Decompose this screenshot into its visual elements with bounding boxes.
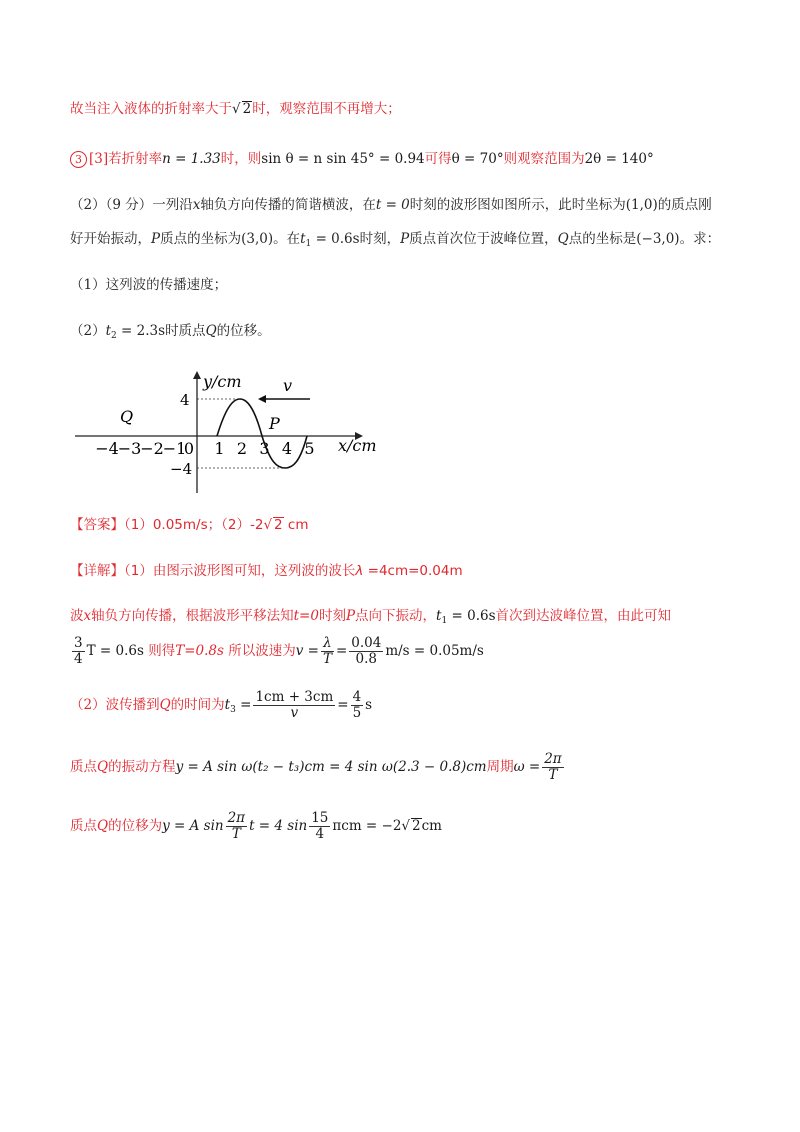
unit: s	[365, 697, 373, 713]
point-coord: (3,0)	[241, 231, 274, 247]
subscript: 1	[305, 239, 312, 249]
fraction-numerator: 2π	[544, 751, 562, 767]
detail-text: 轴负方向传播，根据波形平移法知	[91, 608, 294, 624]
detail-line-5	[70, 752, 566, 783]
detail-text: 首次到达波峰位置，由此可知	[495, 608, 672, 624]
answer-label: 【答案】	[70, 517, 124, 533]
fraction-denominator: T	[231, 826, 241, 842]
x-tick-label: −1	[162, 439, 187, 458]
detail-line-6: 质点Q的位移为y = A sin $\frac{2\pi}{T}$ t = 4 sin $\frac{15}{4}$ πcm = −2√ 2cm	[70, 810, 442, 842]
q-var: Q	[557, 231, 569, 247]
answer-line: 【答案】（1）0.05m/s；（2）-2√ 2 cm	[70, 517, 309, 533]
fraction-numerator: 4	[352, 689, 362, 705]
p-var: P	[345, 608, 356, 624]
fraction-numerator: 3	[74, 635, 83, 651]
subscript: 1	[441, 616, 448, 626]
problem-text: 时刻，	[359, 231, 401, 247]
detail-line-1	[70, 562, 463, 580]
y-axis-label: y/cm	[203, 372, 242, 391]
x-axis-label: x/cm	[338, 436, 377, 455]
fraction-numerator: 15	[311, 810, 329, 826]
range-value: 2θ = 140°	[584, 151, 654, 167]
x-tick-label: 0	[183, 439, 194, 458]
question-1	[70, 276, 227, 294]
problem-text: 时刻的波形图如图所示，此时坐标为	[409, 197, 626, 213]
refraction-text-c: 则观察范围为	[503, 151, 585, 167]
t-var: t	[224, 697, 231, 713]
answer-sqrt: 2	[274, 517, 283, 533]
equals: =	[337, 697, 349, 713]
detail-line-4	[70, 690, 372, 721]
conclusion-text-a: 故当注入液体的折射率大于	[70, 101, 232, 117]
detail-text: 质点	[70, 818, 97, 834]
t-eq: t = 0	[375, 197, 410, 213]
circled-number: 3	[70, 151, 87, 168]
detail-text: 周期	[486, 759, 514, 775]
detail-text: （1）由图示波形图可知，这列波的波长	[124, 563, 356, 579]
answer-unit: cm	[283, 517, 309, 533]
conclusion-line: 故当注入液体的折射率大于√ 2时，观察范围不再增大；	[70, 101, 401, 117]
p-var: P	[400, 231, 410, 247]
question-1-text: （1）这列波的传播速度；	[70, 277, 228, 293]
fraction-distance-v	[253, 690, 335, 721]
subscript: 3	[230, 705, 236, 715]
time-value: = 0.6s	[447, 608, 496, 624]
detail-text: 波	[70, 608, 84, 624]
problem-text: 质点的坐标为	[160, 231, 242, 247]
refraction-text-a: 时，则	[220, 151, 262, 167]
refraction-line	[70, 150, 654, 168]
n-equation: n = 1.33	[162, 151, 221, 167]
fraction-lambda-T	[321, 636, 334, 667]
fraction-denominator: 4	[315, 826, 325, 842]
sine-formula: sin θ = n sin 45° = 0.94	[261, 151, 425, 167]
p-point-label: P	[269, 414, 280, 433]
fraction-15-4	[309, 811, 330, 842]
fraction-3-4	[72, 636, 85, 667]
refraction-label: [3]若折射率	[89, 151, 163, 167]
fraction-values	[349, 636, 383, 667]
displacement-eq-part: t = 4 sin	[249, 818, 308, 834]
y-tick-negative: −4	[170, 460, 193, 478]
detail-text: 的振动方程	[108, 759, 176, 775]
period-equation: T = 0.6s	[86, 643, 144, 659]
period-value: T=0.8s	[175, 643, 224, 659]
x-tick-label: 2	[236, 439, 248, 458]
fraction-2pi-T	[226, 811, 247, 842]
question-2-text: （2）	[70, 323, 106, 339]
fraction-numerator: λ	[321, 636, 334, 652]
fraction-denominator: T	[548, 767, 558, 783]
detail-label: 【详解】	[70, 563, 124, 579]
lambda-symbol: λ	[355, 563, 364, 579]
problem-text: 轴负方向传播的简谐横波，在	[200, 197, 376, 213]
y-axis-arrow	[193, 371, 201, 379]
time-value: = 2.3s	[116, 323, 166, 339]
theta-value: θ = 70°	[451, 151, 504, 167]
detail-line-2	[70, 607, 671, 630]
x-var: x	[192, 197, 201, 213]
displacement-eq-part: πcm = −2	[332, 818, 402, 834]
fraction-numerator: 1cm + 3cm	[255, 689, 334, 705]
detail-text: 点向下振动，	[355, 608, 437, 624]
answer-text: （1）0.05m/s；（2）-2	[124, 517, 264, 533]
problem-text: （2）（9 分）一列沿	[70, 197, 193, 213]
time-value: = 0.6s	[311, 231, 360, 247]
q-var: Q	[97, 818, 109, 834]
detail-text: 所以波速为	[228, 643, 296, 659]
unit: cm	[421, 818, 442, 834]
fraction-4-5	[351, 690, 364, 721]
fraction-denominator: 5	[352, 705, 362, 721]
displacement-eq-part: y = A sin	[162, 818, 224, 834]
problem-text: 质点首次位于波峰位置，	[409, 231, 558, 247]
problem-text: 点的坐标是	[568, 231, 637, 247]
t-var: t	[300, 231, 306, 247]
p-var: P	[151, 231, 161, 247]
x-tick-label: 4	[281, 439, 293, 458]
x-tick-label: −4	[95, 439, 119, 458]
x-tick-label: 1	[214, 439, 225, 458]
detail-text: 的位移为	[108, 818, 163, 834]
detail-text: 时刻	[318, 608, 346, 624]
x-tick-label: −3	[117, 439, 142, 458]
x-tick-label: 5	[304, 439, 315, 458]
t-var: t	[436, 608, 442, 624]
wave-figure	[70, 365, 400, 500]
fraction-numerator: 0.04	[351, 635, 382, 651]
sqrt-value: 2	[412, 818, 421, 834]
fraction-2pi-T	[542, 752, 563, 783]
x-tick-labels	[95, 439, 314, 458]
wavelength-value: =4cm=0.04m	[363, 563, 463, 579]
question-2-text: 时质点	[165, 323, 206, 339]
x-var: x	[83, 608, 92, 624]
velocity-label: v	[283, 376, 293, 395]
omega-eq: ω =	[513, 759, 541, 775]
question-2	[70, 322, 271, 345]
fraction-denominator: v	[290, 705, 299, 721]
t0-eq: t=0	[293, 608, 319, 624]
refraction-text-b: 可得	[424, 151, 452, 167]
fraction-denominator: 4	[74, 651, 83, 667]
t-var: t	[105, 323, 112, 339]
equals: =	[235, 697, 252, 713]
point-coord: (1,0)	[625, 197, 658, 213]
conclusion-text-b: 时，观察范围不再增大；	[252, 101, 401, 117]
detail-line-3	[70, 636, 484, 667]
problem-line-2	[70, 230, 720, 253]
detail-text: 则得	[148, 643, 176, 659]
question-2-text: 的位移。	[216, 323, 271, 339]
velocity-arrowhead	[258, 395, 266, 403]
speed-result: m/s = 0.05m/s	[385, 643, 484, 659]
problem-text: 好开始振动，	[70, 231, 151, 247]
problem-text: 。求：	[679, 231, 721, 247]
problem-text: 。在	[273, 231, 301, 247]
x-tick-label: −2	[140, 439, 164, 458]
subscript: 2	[111, 331, 117, 341]
q-point-label: Q	[120, 407, 134, 426]
q-var: Q	[97, 759, 109, 775]
v-eq: v =	[295, 643, 319, 659]
equals: =	[335, 643, 348, 659]
fraction-numerator: 2π	[227, 810, 246, 826]
detail-text: （2）波传播到	[70, 697, 160, 713]
problem-line-1	[70, 196, 712, 214]
x-tick-label: 3	[259, 439, 270, 458]
sqrt-value: 2	[242, 101, 252, 117]
point-coord: (−3,0)	[636, 231, 680, 247]
oscillation-equation: y = A sin ω(t₂ − t₃)cm = 4 sin ω(2.3 − 0.8)cm	[175, 759, 487, 775]
detail-text: 的时间为	[170, 697, 225, 713]
y-tick-positive: 4	[180, 391, 190, 409]
fraction-denominator: T	[322, 651, 332, 667]
q-var: Q	[205, 323, 217, 339]
detail-text: 质点	[70, 759, 97, 775]
q-var: Q	[159, 697, 171, 713]
fraction-denominator: 0.8	[355, 651, 378, 667]
problem-text: 的质点刚	[657, 197, 712, 213]
